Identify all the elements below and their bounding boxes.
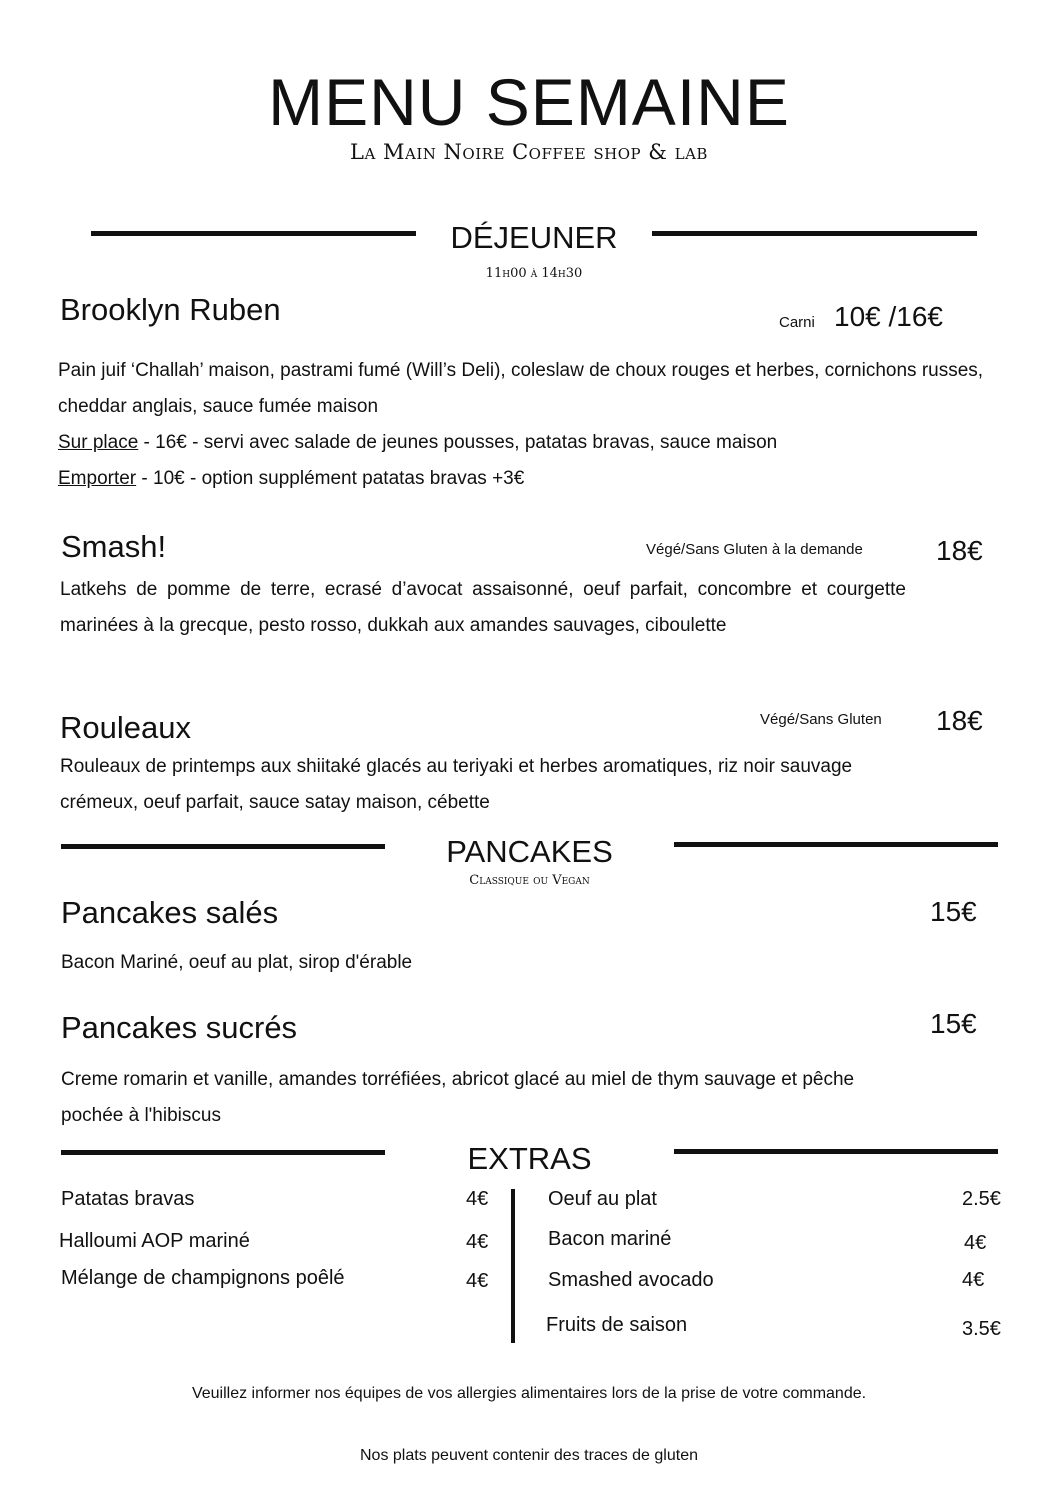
dish-tag: Carni	[779, 314, 815, 331]
section-divider-left	[61, 844, 385, 849]
dish-price: 15€	[930, 896, 977, 927]
extra-item-name: Mélange de champignons poêlé	[61, 1267, 345, 1289]
extra-item-name: Oeuf au plat	[548, 1188, 657, 1210]
extra-item-name: Halloumi AOP mariné	[59, 1230, 250, 1252]
extra-item-price: 2.5€	[962, 1188, 1001, 1210]
dish-price: 18€	[936, 535, 983, 566]
section-divider-left	[61, 1150, 385, 1155]
extra-item-price: 4€	[466, 1270, 489, 1292]
extra-item-price: 4€	[466, 1188, 489, 1210]
dish-name: Rouleaux	[60, 710, 191, 745]
section-hours: 11h00 à 14h30	[485, 266, 583, 281]
dish-option-sur-place	[58, 425, 998, 461]
dish-option-emporter	[58, 461, 998, 497]
option-label: Sur place	[58, 432, 139, 453]
option-text: - 10€ - option supplément patatas bravas +3€	[136, 468, 525, 489]
allergy-notice: Veuillez informer nos équipes de vos allergies alimentaires lors de la prise de votre commande.	[191, 1385, 867, 1402]
dish-description: Pain juif ‘Challah’ maison, pastrami fumé (Will’s Deli), coleslaw de choux rouges et herbes, cornichons russes, cheddar anglais, sauce fumée maison	[58, 360, 984, 417]
extra-item-price: 4€	[964, 1232, 987, 1254]
extra-item-price: 3.5€	[962, 1318, 1001, 1340]
page-title: MENU SEMAINE	[268, 65, 790, 139]
dish-description: Bacon Mariné, oeuf au plat, sirop d'érable	[61, 952, 413, 973]
dish-name: Smash!	[61, 529, 167, 564]
extra-item-name: Bacon mariné	[548, 1228, 672, 1250]
dish-tag: Végé/Sans Gluten	[760, 711, 882, 728]
section-divider-right	[674, 1149, 998, 1154]
dish-description: Rouleaux de printemps aux shiitaké glacés au teriyaki et herbes aromatiques, riz noir sauvage crémeux, oeuf parfait, sauce satay maison, cébette	[60, 756, 853, 813]
section-heading-dejeuner: DÉJEUNER	[450, 220, 618, 255]
gluten-notice: Nos plats peuvent contenir des traces de gluten	[360, 1447, 698, 1464]
extra-item-price: 4€	[962, 1269, 985, 1291]
dish-description: Latkehs de pomme de terre, ecrasé d’avocat assaisonné, oeuf parfait, concombre et courgette marinées à la grecque, pesto rosso, dukkah aux amandes sauvages, ciboulette	[60, 579, 906, 636]
dish-name: Brooklyn Ruben	[60, 292, 281, 327]
section-divider-left	[91, 231, 416, 236]
extra-item-name: Smashed avocado	[548, 1269, 714, 1291]
section-heading-pancakes: PANCAKES	[446, 834, 613, 869]
extra-item-price: 4€	[466, 1231, 489, 1253]
section-divider-right	[674, 842, 998, 847]
section-divider-right	[652, 231, 977, 236]
option-text: - 16€ - servi avec salade de jeunes pousses, patatas bravas, sauce maison	[138, 432, 778, 453]
extra-item-name: Fruits de saison	[546, 1314, 688, 1336]
option-label: Emporter	[58, 468, 137, 489]
section-heading-extras: EXTRAS	[467, 1141, 592, 1176]
extra-item-name: Patatas bravas	[61, 1188, 195, 1210]
dish-price: 18€	[936, 705, 983, 736]
page-subtitle: La Main Noire Coffee shop & lab	[350, 140, 708, 164]
section-sub: Classique ou Vegan	[469, 873, 590, 888]
dish-name: Pancakes sucrés	[61, 1010, 298, 1045]
extras-column-divider	[511, 1189, 515, 1343]
dish-tag: Végé/Sans Gluten à la demande	[646, 541, 863, 558]
dish-price: 15€	[930, 1008, 977, 1039]
dish-name: Pancakes salés	[61, 895, 279, 930]
dish-description: Creme romarin et vanille, amandes torréfiées, abricot glacé au miel de thym sauvage et pêche pochée à l'hibiscus	[61, 1069, 855, 1126]
dish-price: 10€ /16€	[834, 301, 943, 332]
